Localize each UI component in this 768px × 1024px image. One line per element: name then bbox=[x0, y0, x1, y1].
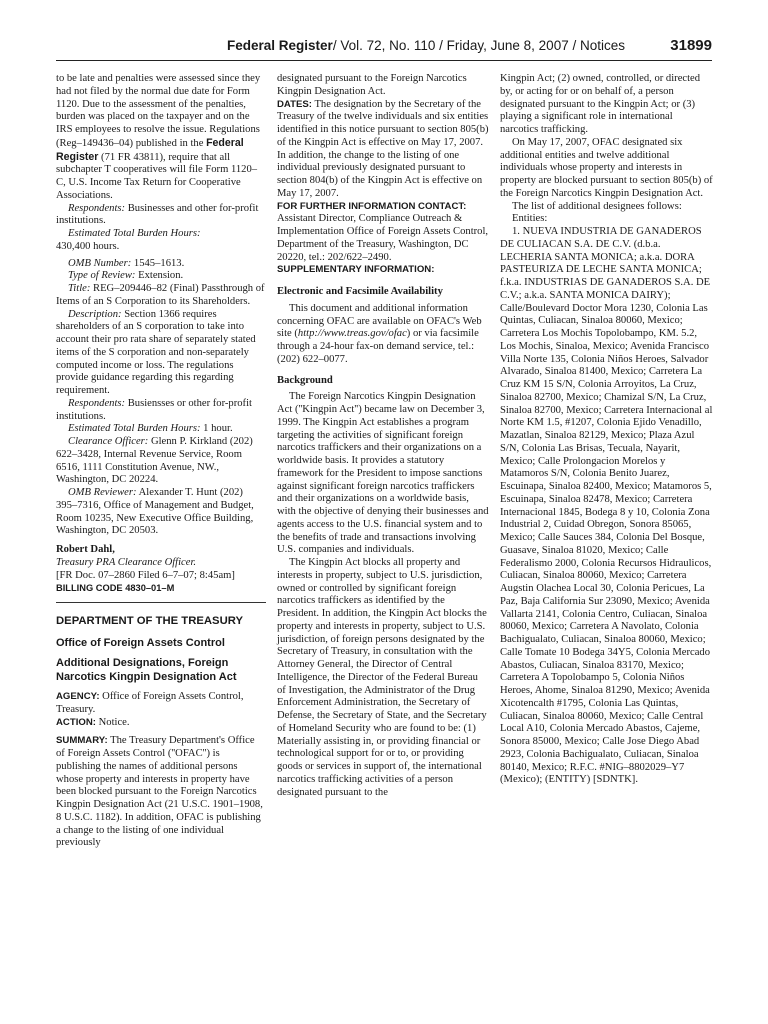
action-line: ACTION: Notice. bbox=[56, 716, 130, 728]
background-paragraph-2: The Kingpin Act blocks all property and interests in property, subject to U.S. jurisdiction, owned or controlled by significant foreign narcotics traffickers as identified by the President. In addition, the Kingpin Act blocks the property and interests in property, subject to U.S. jurisdiction, of foreign persons designated by the Secretary of Treasury, in consultation with the Attorney General, the Director of Central Intelligence, the Director of the Federal Bureau of Investigation, the Administrator of the Drug Enforcement Administration, the Secretary of Defense, the Secretary of State, and the Secretary of Homeland Security who are found to be: (1) Materially assisting in, or providing financial or technological support for or to, or providing goods or services in support of, the international narcotics trafficking activities of a person designated pursuant to the bbox=[277, 557, 487, 798]
federal-register-ref: Federal Register bbox=[56, 136, 244, 163]
issue-info: / Vol. 72, No. 110 / Friday, June 8, 2007 / Notices bbox=[332, 38, 625, 53]
type-of-review: Type of Review: Extension. bbox=[68, 270, 184, 282]
contact-text: Assistant Director, Compliance Outreach & Implementation Office of Foreign Assets Control, Department of the Treasury, Washington, DC 20220, tel.: 202/622–2490. bbox=[277, 213, 489, 263]
omb-reviewer: OMB Reviewer: Alexander T. Hunt (202) 395–7316, Office of Management and Budget, Room 10235, New Executive Office Building, Washington, DC 20503. bbox=[56, 487, 254, 537]
electronic-paragraph: This document and additional information concerning OFAC are available on OFAC's Web site (http://www.treas.gov/ofac) or via facsimile through a 24-hour fax-on demand service, tel.: (202) 622–0077. bbox=[277, 302, 482, 365]
omb-number: OMB Number: 1545–1613. bbox=[68, 257, 185, 269]
journal-title-line bbox=[191, 38, 661, 53]
paragraph-continued: Kingpin Act; (2) owned, controlled, or directed by, or acting for or on behalf of, a person designated pursuant to the Kingpin Act; or (3) playing a significant role in international narcotics trafficking. bbox=[500, 73, 701, 135]
respondents-1: Respondents: Businesses and other for-profit institutions. bbox=[56, 202, 259, 227]
burden-hours-label-1: Estimated Total Burden Hours: bbox=[68, 228, 201, 239]
burden-hours-value-1: 430,400 hours. bbox=[56, 240, 120, 252]
signer-name: Robert Dahl, bbox=[56, 544, 115, 555]
column-1 bbox=[56, 73, 266, 850]
section-divider bbox=[56, 602, 266, 603]
signer-title: Treasury PRA Clearance Officer. bbox=[56, 556, 197, 568]
paragraph: to be late and penalties were assessed since they had not filed by the normal due date for Form 1120. Due to the assessment of the penalties, burden was placed on the taxpayer and on the IRS employees to resolve the issue. Regulations (Reg–149436–04) published in the Federal Register (71 FR 43811), require that all subchapter T cooperatives will file Form 1120–C, U.S. Income Tax Return for Cooperative Associations. bbox=[56, 73, 261, 201]
respondents-2: Respondents: Busiensses or other for-profit institutions. bbox=[56, 397, 252, 422]
background-paragraph-1: The Foreign Narcotics Kingpin Designation Act (''Kingpin Act'') became law on December 3, 1999. The Kingpin Act establishes a program targeting the activities of significant foreign narcotics traffickers and their organizations on a worldwide basis. It provides a statutory framework for the President to impose sanctions against significant foreign narcotics traffickers and their organizations on a worldwide basis, with the objective of denying their businesses and agents access to the U.S. financial system and to the benefits of trade and transactions involving U.S. companies and individuals. bbox=[277, 391, 489, 556]
designees-intro: The list of additional designees follows: bbox=[512, 200, 682, 212]
billing-code: BILLING CODE 4830–01–M bbox=[56, 583, 175, 594]
paragraph-continued: designated pursuant to the Foreign Narcotics Kingpin Designation Act. bbox=[277, 73, 467, 97]
fr-doc: [FR Doc. 07–2860 Filed 6–7–07; 8:45am] bbox=[56, 569, 235, 581]
entities-label: Entities: bbox=[512, 213, 548, 225]
background-heading: Background bbox=[277, 374, 333, 386]
column-2 bbox=[277, 73, 489, 799]
journal-name: Federal Register bbox=[227, 38, 333, 53]
page-number: 31899 bbox=[670, 37, 712, 54]
description: Description: Section 1366 requires shareholders of an S corporation to take into account their pro rata share of separately stated items of the S corporation and non-separately computed income or loss. The regulations provide guidance regarding this regarding requirement. bbox=[56, 308, 256, 396]
agency-line: AGENCY: Office of Foreign Assets Control, Treasury. bbox=[56, 691, 244, 715]
ofac-url[interactable]: http://www.treas.gov/ofac bbox=[297, 328, 407, 340]
contact-label: FOR FURTHER INFORMATION CONTACT: bbox=[277, 200, 467, 212]
supplementary-label: SUPPLEMENTARY INFORMATION: bbox=[277, 264, 435, 276]
summary: SUMMARY: The Treasury Department's Office of Foreign Assets Control (''OFAC'') is publishing the names of additional persons whose property and interests in property have been blocked pursuant to the Foreign Narcotics Kingpin Designation Act (21 U.S.C. 1901–1908, 8 U.S.C. 1182). In addition, OFAC is publishing a change to the listing of one individual previously bbox=[56, 735, 263, 849]
column-3 bbox=[500, 73, 713, 787]
page-header bbox=[56, 38, 712, 61]
entity-1: 1. NUEVA INDUSTRIA DE GANADEROS DE CULIACAN S.A. DE C.V. (d.b.a. LECHERIA SANTA MONICA; a.k.a. DORA PASTEURIZA DE LECHE SANTA MONICA; f.k.a. INDUSTRIAS DE GANADEROS S.A. DE C.V.; a.k.a. SANTA MONICA DAIRY); Calle/Boulevard Doctor Mora 1230, Colonia Las Quintas, Culiacan, Sinaloa 80060, Mexico; Carretera Los Mochis Topolobampo, KM. 5.2, Los Mochis, Sinaloa, Mexico; Avenida Francisco Villa Norte 135, Colonia Niños Heroes, Salvador Alvarado, Sinaloa 81400, Mexico; Carretera La Cruz KM 15 S/N, Colonia Arroyitos, La Cruz, Sinaloa 82700, Mexico; Chamizal S/N, La Cruz, Sinaloa 82700, Mexico; Carretera Internacional al Norte KM 1.5, #1207, Colonia Ejido Venadillo, Mazatlan, Sinaloa 82129, Mexico; Plaza Azul S/N, Colonia Las Brisas, Tecuala, Nayarit, Mexico; Calle Prolongacion Morelos y Matamoros S/N, Colonia Benito Juarez, Escuinapa, Sinaloa 82400, Mexico; Matamoros 5, Escuinapa, Sinaloa 82478, Mexico; Carretera Internacional 1845, Bodega 8 y 10, Colonia Zona Industrial 2, Cuidad Obregon, Sonora 85065, Mexico; Calle Sauces 384, Colonia Del Bosque, Guasave, Sinaloa 81020, Mexico; Calle Federalismo 2000, Colonia Recursos Hidraulicos, Culiacan, Sinaloa 80060, Mexico; Carretera Augstin Olachea Local 30, Colonia Pericues, La Paz, Baja California Sur 23090, Mexico; Avenida Vallarta 2141, Colonia Centro, Culiacan, Sinaloa 80060, Mexico; Carretera A Navolato, Colonia Bachigualato, Culiacan, Sinaloa 80060, Mexico; Calle Tomate 10 Bodega 34Y5, Colonia Mercado Abastos, Culiacan, Sinaloa 83170, Mexico; Carretera A Topolobampo 5, Colonia Niños Heroes, Ahome, Sinaloa 81290, Mexico; Avenida Xicotencalth #1795, Colonia Las Quintas, Culiacan, Sinaloa 80060, Mexico; Calle Central Local A10, Colonia Mercado Abastos, Cajeme, Sonora 85000, Mexico; Calle Jose Diego Abad 2923, Colonia Bachigualato, Culiacan, Sinaloa 80140, Mexico; R.F.C. #NIG–8802029–Y7 (Mexico); (ENTITY) [SDNTK]. bbox=[500, 226, 713, 786]
clearance-officer: Clearance Officer: Glenn P. Kirkland (202) 622–3428, Internal Revenue Service, Room 6516, 1111 Constitution Avenue, NW., Washington, DC 20224. bbox=[56, 436, 253, 486]
notice-title: Additional Designations, Foreign Narcotics Kingpin Designation Act bbox=[56, 657, 237, 683]
designation-paragraph: On May 17, 2007, OFAC designated six additional entities and twelve additional individuals whose property and interests in property are blocked pursuant to section 805(b) of the Foreign Narcotics Kingpin Designation Act. bbox=[500, 136, 713, 199]
office-heading: Office of Foreign Assets Control bbox=[56, 636, 225, 649]
burden-hours-2: Estimated Total Burden Hours: 1 hour. bbox=[68, 423, 233, 435]
dates: DATES: The designation by the Secretary of the Treasury of the twelve individuals and six entities identified in this notice pursuant to section 805(b) of the Kingpin Act is effective on May 17, 2007. In addition, the change to the listing of one individual previously designated pursuant to section 804(b) of the Kingpin Act is effective on May 17, 2007. bbox=[277, 98, 489, 199]
electronic-heading: Electronic and Facsimile Availability bbox=[277, 286, 443, 297]
title-field: Title: REG–209446–82 (Final) Passthrough of Items of an S Corporation to its Shareholders. bbox=[56, 283, 265, 307]
agency-heading: DEPARTMENT OF THE TREASURY bbox=[56, 615, 244, 627]
